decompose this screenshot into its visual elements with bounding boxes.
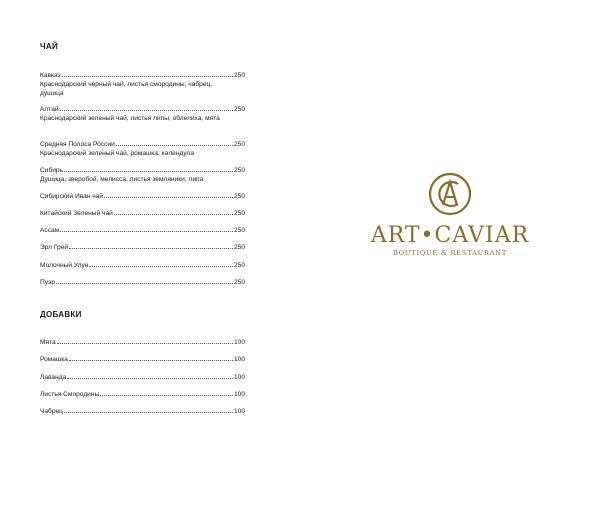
item-price: 250	[233, 262, 245, 269]
item-price: 250	[233, 167, 245, 174]
menu-item-siberia	[40, 165, 245, 184]
leader-dots	[100, 389, 233, 396]
item-name: Лаванда	[40, 374, 67, 381]
item-name: Сибирский Иван чай	[40, 193, 104, 200]
item-name: Кавказ	[40, 72, 61, 79]
item-name: Ассам	[40, 227, 60, 234]
ac-monogram-icon	[428, 172, 472, 216]
item-price: 100	[233, 374, 245, 381]
leader-dots	[60, 104, 233, 111]
menu-item-altai	[40, 104, 245, 123]
item-name: Эрл Грей	[40, 244, 69, 251]
item-description: Краснодарский зеленый чай, листья липы, облепиха, мята	[40, 115, 220, 122]
item-name: Пуэр	[40, 279, 55, 286]
addition-item-chamomile	[40, 354, 245, 364]
item-name: Алтай	[40, 106, 59, 113]
addition-item-currant-leaves	[40, 389, 245, 399]
item-name: Средняя Полоса России	[40, 141, 115, 148]
menu-item-chinese-green	[40, 208, 245, 218]
addition-item-thyme	[40, 406, 245, 416]
leader-dots	[67, 372, 233, 379]
menu-item-ivan-tea	[40, 191, 245, 201]
addition-item-mint	[40, 337, 245, 347]
item-name: Ромашка	[40, 356, 68, 363]
item-name: Мята	[40, 339, 56, 346]
item-price: 250	[233, 279, 245, 286]
leader-dots	[57, 337, 233, 344]
item-description: Краснодарский черный чай, листья смородины, чабрец, душица	[40, 81, 213, 97]
brand-logo	[365, 172, 535, 257]
leader-dots	[64, 165, 233, 172]
section-title-additions: ДОБАВКИ	[40, 310, 82, 319]
item-name: Чабрец	[40, 408, 63, 415]
leader-dots	[60, 225, 233, 232]
leader-dots	[69, 354, 233, 361]
leader-dots	[114, 208, 233, 215]
brand-name: ART•CAVIAR	[370, 223, 530, 248]
leader-dots	[64, 406, 233, 413]
leader-dots	[62, 70, 233, 77]
item-name: Листья Смородины	[40, 391, 100, 398]
item-price: 100	[233, 356, 245, 363]
item-name: Китайский Зеленый чай	[40, 210, 113, 217]
menu-item-assam	[40, 225, 245, 235]
menu-item-puer	[40, 277, 245, 287]
leader-dots	[104, 191, 233, 198]
item-description: Душица, зверобой, мелисса, листья земляники, липа	[40, 176, 204, 183]
addition-item-lavender	[40, 372, 245, 382]
item-price: 100	[233, 391, 245, 398]
item-price: 250	[233, 227, 245, 234]
menu-item-kavkaz	[40, 70, 245, 98]
item-price: 250	[233, 106, 245, 113]
leader-dots	[116, 139, 233, 146]
leader-dots	[69, 242, 233, 249]
menu-item-central-russia	[40, 139, 245, 158]
item-price: 250	[233, 193, 245, 200]
brand-tagline: BOUTIQUE & RESTAURANT	[392, 249, 508, 257]
menu-item-milk-oolong	[40, 260, 245, 270]
item-name: Сибирь	[40, 167, 64, 174]
item-description: Краснодарский зеленый чай, ромашка, календула	[40, 150, 195, 157]
item-price: 250	[233, 72, 245, 79]
item-price: 250	[233, 141, 245, 148]
item-name: Молочный Улун	[40, 262, 89, 269]
leader-dots	[89, 260, 233, 267]
item-price: 100	[233, 408, 245, 415]
item-price: 100	[233, 339, 245, 346]
item-price: 250	[233, 244, 245, 251]
menu-item-earl-grey	[40, 242, 245, 252]
item-price: 250	[233, 210, 245, 217]
section-title-tea: ЧАЙ	[40, 42, 59, 51]
leader-dots	[56, 277, 233, 284]
